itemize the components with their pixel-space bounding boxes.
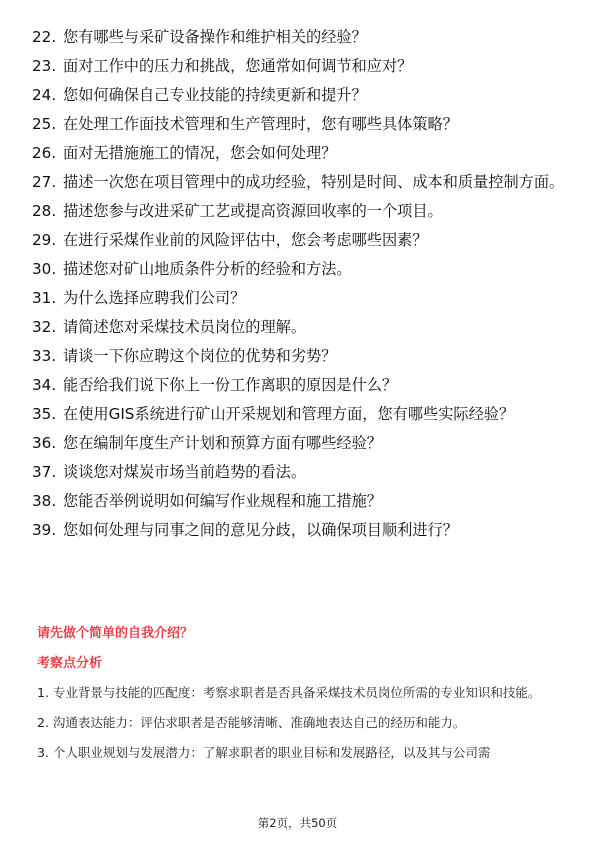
- question-text: 您能否举例说明如何编写作业规程和施工措施？: [63, 492, 382, 510]
- question-text: 谈谈您对煤炭市场当前趋势的看法。: [63, 463, 306, 481]
- analysis-item: [37, 710, 562, 735]
- question-number: 37.: [32, 463, 57, 481]
- question-text: 请简述您对采煤技术员岗位的理解。: [63, 318, 306, 336]
- analysis-title: 考察点分析: [37, 656, 103, 671]
- question-text: 您如何确保自己专业技能的持续更新和提升？: [63, 86, 367, 104]
- question-item: [32, 113, 572, 136]
- question-number: 32.: [32, 318, 57, 336]
- question-number: 30.: [32, 260, 57, 278]
- question-text: 您在编制年度生产计划和预算方面有哪些经验？: [63, 434, 382, 452]
- analysis-text: 1. 专业背景与技能的匹配度：考察求职者是否具备采煤技术员岗位所需的专业知识和技能。: [37, 685, 541, 700]
- question-text: 描述一次您在项目管理中的成功经验，特别是时间、成本和质量控制方面。: [63, 173, 565, 191]
- question-number: 28.: [32, 202, 57, 220]
- question-item: [32, 461, 572, 484]
- question-text: 描述您对矿山地质条件分析的经验和方法。: [63, 260, 352, 278]
- question-text: 为什么选择应聘我们公司？: [63, 289, 246, 307]
- question-number: 39.: [32, 521, 57, 539]
- question-number: 38.: [32, 492, 57, 510]
- question-text: 在进行采煤作业前的风险评估中，您会考虑哪些因素？: [63, 231, 428, 249]
- question-item: [32, 229, 572, 252]
- question-text: 面对工作中的压力和挑战，您通常如何调节和应对？: [63, 57, 413, 75]
- question-list: [32, 26, 572, 548]
- question-item: [32, 519, 572, 542]
- question-number: 24.: [32, 86, 57, 104]
- question-item: [32, 345, 572, 368]
- question-number: 25.: [32, 115, 57, 133]
- page-footer: 第2页，共50页: [257, 816, 338, 830]
- analysis-item: [37, 680, 562, 705]
- question-item: [32, 374, 572, 397]
- analysis-list: [37, 680, 562, 770]
- question-text: 描述您参与改进采矿工艺或提高资源回收率的一个项目。: [63, 202, 443, 220]
- question-number: 26.: [32, 144, 57, 162]
- question-number: 23.: [32, 57, 57, 75]
- question-item: [32, 403, 572, 426]
- question-number: 31.: [32, 289, 57, 307]
- question-item: [32, 432, 572, 455]
- analysis-text: 3. 个人职业规划与发展潜力：了解求职者的职业目标和发展路径，以及其与公司需: [37, 745, 491, 760]
- analysis-item: [37, 740, 562, 765]
- question-item: [32, 26, 572, 49]
- question-item: [32, 287, 572, 310]
- question-text: 面对无措施施工的情况，您会如何处理？: [63, 144, 337, 162]
- question-text: 在使用GIS系统进行矿山开采规划和管理方面，您有哪些实际经验？: [63, 405, 515, 423]
- question-number: 35.: [32, 405, 57, 423]
- question-text: 能否给我们说下你上一份工作离职的原因是什么？: [63, 376, 398, 394]
- question-item: [32, 258, 572, 281]
- question-number: 22.: [32, 28, 57, 46]
- question-text: 您如何处理与同事之间的意见分歧，以确保项目顺利进行？: [63, 521, 458, 539]
- question-text: 您有哪些与采矿设备操作和维护相关的经验？: [63, 28, 367, 46]
- question-item: [32, 142, 572, 165]
- question-item: [32, 171, 572, 194]
- question-item: [32, 84, 572, 107]
- question-item: [32, 55, 572, 78]
- question-item: [32, 490, 572, 513]
- question-number: 27.: [32, 173, 57, 191]
- question-number: 29.: [32, 231, 57, 249]
- section-title: 请先做个简单的自我介绍？: [37, 626, 194, 641]
- analysis-text: 2. 沟通表达能力：评估求职者是否能够清晰、准确地表达自己的经历和能力。: [37, 715, 466, 730]
- question-number: 34.: [32, 376, 57, 394]
- question-item: [32, 200, 572, 223]
- question-number: 33.: [32, 347, 57, 365]
- question-text: 在处理工作面技术管理和生产管理时，您有哪些具体策略？: [63, 115, 458, 133]
- question-number: 36.: [32, 434, 57, 452]
- question-item: [32, 316, 572, 339]
- question-text: 请谈一下你应聘这个岗位的优势和劣势？: [63, 347, 337, 365]
